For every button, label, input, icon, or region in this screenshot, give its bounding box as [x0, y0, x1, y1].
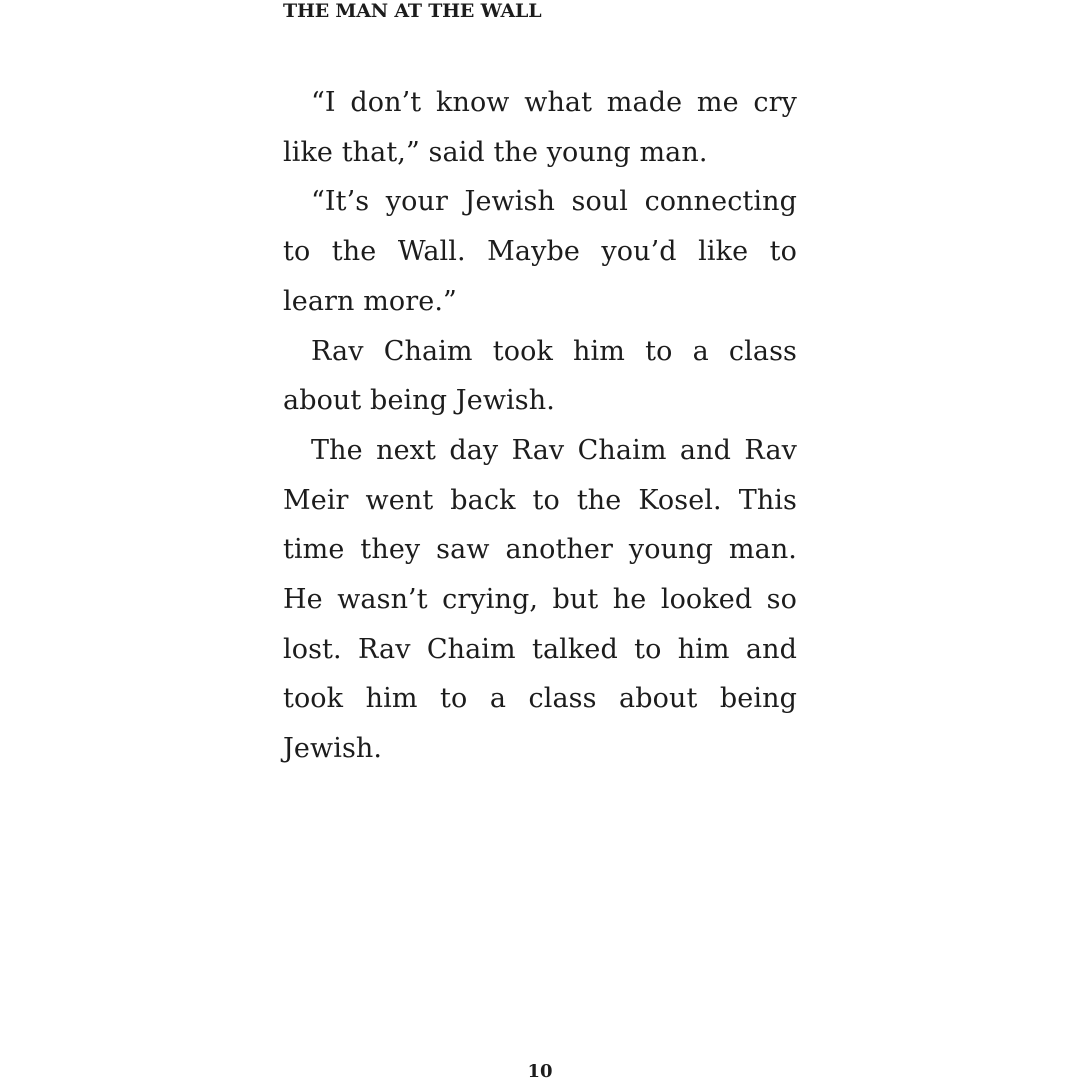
page-number: 10	[527, 1061, 553, 1082]
running-head-title: THE MAN AT THE WALL	[283, 0, 542, 22]
paragraph: Rav Chaim took him to a class about being Jewish.	[283, 335, 797, 417]
paragraph: “It’s your Jewish soul connecting to the Wall. Maybe you’d like to learn more.”	[283, 186, 797, 317]
body-text	[283, 78, 797, 774]
paragraph: The next day Rav Chaim and Rav Meir went back to the Kosel. This time they saw another young man. He wasn’t crying, but he looked so lost. Rav Chaim talked to him and took him to a class about being Jewish.	[283, 434, 797, 765]
paragraph: “I don’t know what made me cry like that,” said the young man.	[283, 87, 797, 168]
